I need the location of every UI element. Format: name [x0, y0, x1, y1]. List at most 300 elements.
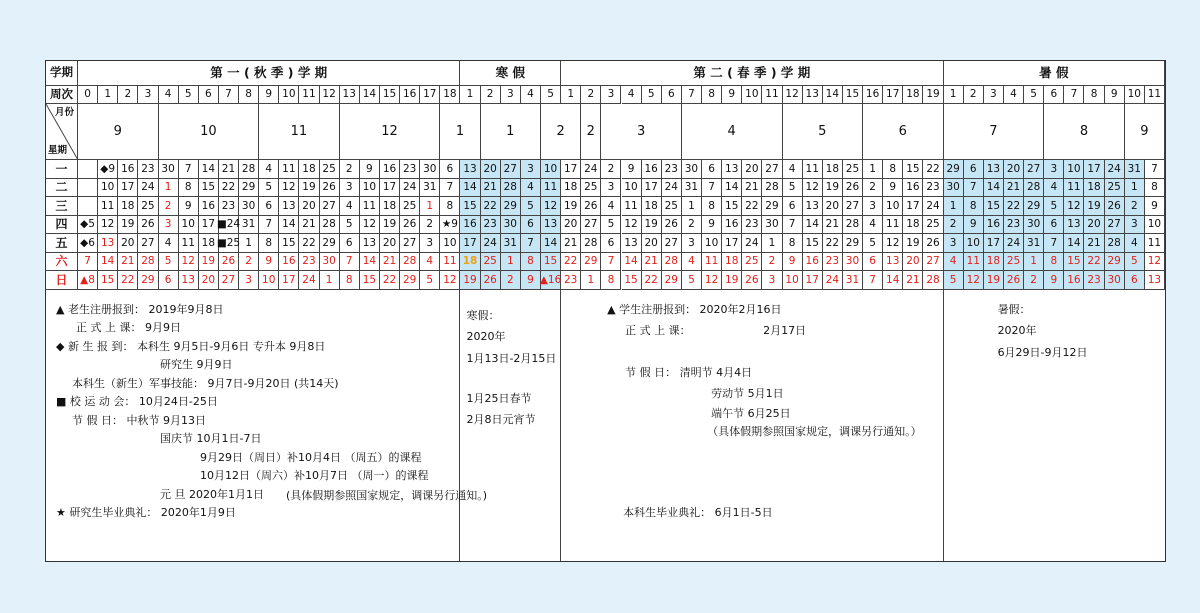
day-cell: 3 — [682, 234, 702, 253]
day-cell: 20 — [742, 160, 762, 179]
day-cell: 13 — [622, 234, 642, 253]
day-cell: 30 — [501, 216, 521, 235]
day-cell: ■25 — [219, 234, 239, 253]
day-cell: 23 — [823, 253, 843, 272]
day-cell: 14 — [622, 253, 642, 272]
week-number: 1 — [98, 86, 118, 104]
day-cell: 5 — [420, 271, 440, 290]
day-cell: 24 — [1004, 234, 1024, 253]
weekday-label: 六 — [46, 253, 78, 272]
day-cell: 5 — [340, 216, 360, 235]
week-number: 8 — [239, 86, 259, 104]
note-new-year: 元 旦 2020年1月1日 — [160, 487, 264, 501]
corner-diagonal — [46, 104, 78, 160]
day-cell: 11 — [440, 253, 460, 272]
winter-break-header: 寒 假 — [460, 61, 561, 86]
day-cell: 26 — [742, 271, 762, 290]
day-cell: 21 — [118, 253, 138, 272]
day-cell: 10 — [179, 216, 199, 235]
week-number: 12 — [320, 86, 340, 104]
day-cell: 9 — [360, 160, 380, 179]
day-cell: 27 — [923, 253, 943, 272]
day-cell: 20 — [299, 197, 319, 216]
day-cell — [78, 197, 98, 216]
day-cell: 28 — [400, 253, 420, 272]
day-cell: 30 — [239, 197, 259, 216]
day-cell: 6 — [1044, 216, 1064, 235]
day-cell: 10 — [883, 197, 903, 216]
month-label: 8 — [1044, 104, 1125, 160]
day-cell: 1 — [1024, 253, 1044, 272]
day-cell: 19 — [118, 216, 138, 235]
day-cell: 24 — [481, 234, 501, 253]
day-cell: 3 — [944, 234, 964, 253]
day-cell: 14 — [1064, 234, 1084, 253]
week-number: 10 — [1125, 86, 1145, 104]
day-cell: 29 — [1024, 197, 1044, 216]
note-makeup-1: 9月29日（周日）补10月4日 （周五）的课程 — [200, 450, 422, 464]
day-cell: 3 — [1044, 160, 1064, 179]
day-cell: 17 — [642, 179, 662, 198]
day-cell: 10 — [783, 271, 803, 290]
day-cell: 26 — [138, 216, 158, 235]
day-cell: 5 — [601, 216, 621, 235]
week-number: 16 — [863, 86, 883, 104]
day-cell: 7 — [601, 253, 621, 272]
day-cell: 16 — [460, 216, 480, 235]
day-cell: 28 — [762, 179, 782, 198]
day-cell: 31 — [682, 179, 702, 198]
day-cell: 4 — [682, 253, 702, 272]
day-cell: 3 — [239, 271, 259, 290]
day-cell: 24 — [823, 271, 843, 290]
day-cell: 13 — [541, 216, 561, 235]
day-cell: 8 — [783, 234, 803, 253]
note-summer-year: 2020年 — [997, 324, 1037, 337]
day-cell: 17 — [279, 271, 299, 290]
day-cell: 14 — [279, 216, 299, 235]
note-summer-range: 6月29日-9月12日 — [997, 345, 1088, 359]
day-cell: 16 — [903, 179, 923, 198]
note-summer-title: 暑假： — [997, 302, 1031, 316]
day-cell: 2 — [601, 160, 621, 179]
month-label: 6 — [863, 104, 944, 160]
month-label: 2 — [541, 104, 581, 160]
week-number: 9 — [259, 86, 279, 104]
note-spring-classes-date: 2月17日 — [763, 324, 807, 337]
day-cell: 19 — [199, 253, 219, 272]
week-number: 4 — [159, 86, 179, 104]
week-number: 6 — [199, 86, 219, 104]
day-cell: 17 — [722, 234, 742, 253]
day-cell: 17 — [460, 234, 480, 253]
day-cell: ▲16 — [541, 271, 561, 290]
day-cell: 14 — [460, 179, 480, 198]
day-cell: 18 — [722, 253, 742, 272]
note-spring-holidays: 节 假 日： 清明节 4月4日 — [625, 366, 753, 379]
day-cell: 5 — [863, 234, 883, 253]
day-cell: 19 — [299, 179, 319, 198]
day-cell: 18 — [903, 216, 923, 235]
day-cell: 20 — [903, 253, 923, 272]
week-number: 14 — [823, 86, 843, 104]
week-number: 15 — [843, 86, 863, 104]
month-label: 11 — [259, 104, 340, 160]
day-cell: 15 — [622, 271, 642, 290]
day-cell: 3 — [159, 216, 179, 235]
day-cell: 4 — [1044, 179, 1064, 198]
day-cell: 22 — [742, 197, 762, 216]
day-cell: 1 — [682, 197, 702, 216]
day-cell: ★9 — [440, 216, 460, 235]
day-cell: 15 — [279, 234, 299, 253]
day-cell: 15 — [98, 271, 118, 290]
day-cell: 6 — [259, 197, 279, 216]
day-cell: 28 — [662, 253, 682, 272]
week-number: 4 — [622, 86, 642, 104]
day-cell: 29 — [843, 234, 863, 253]
week-number: 3 — [984, 86, 1004, 104]
day-cell: 29 — [501, 197, 521, 216]
week-number: 10 — [279, 86, 299, 104]
day-cell: 12 — [803, 179, 823, 198]
day-cell: 23 — [400, 160, 420, 179]
note-dragon-boat: 端午节 6月25日 — [711, 407, 791, 420]
day-cell: 18 — [299, 160, 319, 179]
day-cell: 4 — [521, 179, 541, 198]
note-labor-day: 劳动节 5月1日 — [711, 386, 784, 400]
day-cell: 6 — [440, 160, 460, 179]
month-label: 7 — [944, 104, 1045, 160]
day-cell: 18 — [642, 197, 662, 216]
day-cell: 26 — [481, 271, 501, 290]
day-cell: 28 — [239, 160, 259, 179]
day-cell: 14 — [803, 216, 823, 235]
day-cell: 29 — [400, 271, 420, 290]
day-cell: 11 — [179, 234, 199, 253]
day-cell: 19 — [984, 271, 1004, 290]
weekday-corner-label: 星期 — [48, 144, 68, 156]
day-cell: 27 — [662, 234, 682, 253]
week-number: 17 — [420, 86, 440, 104]
month-label: 9 — [1125, 104, 1165, 160]
day-cell: 26 — [1105, 197, 1125, 216]
day-cell: 23 — [662, 160, 682, 179]
day-cell: 2 — [340, 160, 360, 179]
week-number: 4 — [1004, 86, 1024, 104]
day-cell: 13 — [179, 271, 199, 290]
day-cell: 2 — [762, 253, 782, 272]
month-label: 12 — [340, 104, 441, 160]
day-cell: 29 — [762, 197, 782, 216]
day-cell: 11 — [1145, 234, 1165, 253]
day-cell: 25 — [923, 216, 943, 235]
day-cell: 31 — [1024, 234, 1044, 253]
note-classes-start: 正 式 上 课： 9月9日 — [76, 321, 181, 334]
day-cell: 12 — [541, 197, 561, 216]
day-cell: 24 — [581, 160, 601, 179]
week-number: 9 — [722, 86, 742, 104]
weekday-label: 二 — [46, 179, 78, 198]
term1-header: 第 一 ( 秋 季 ) 学 期 — [78, 61, 460, 86]
day-cell: 12 — [179, 253, 199, 272]
day-cell: 11 — [98, 197, 118, 216]
day-cell: 23 — [1004, 216, 1024, 235]
day-cell: 23 — [138, 160, 158, 179]
day-cell: 18 — [984, 253, 1004, 272]
day-cell: 5 — [259, 179, 279, 198]
day-cell: 15 — [199, 179, 219, 198]
week-number: 11 — [762, 86, 782, 104]
day-cell: 21 — [380, 253, 400, 272]
month-label: 4 — [682, 104, 783, 160]
day-cell: 5 — [159, 253, 179, 272]
day-cell: 28 — [843, 216, 863, 235]
month-label: 9 — [78, 104, 159, 160]
day-cell: 9 — [622, 160, 642, 179]
day-cell: 17 — [903, 197, 923, 216]
note-term2-disclaimer: （具体假期参照国家规定，调课另行通知。） — [707, 424, 922, 438]
day-cell: 1 — [159, 179, 179, 198]
day-cell: 10 — [541, 160, 561, 179]
day-cell: 22 — [219, 179, 239, 198]
day-cell: 3 — [601, 179, 621, 198]
day-cell: 13 — [1145, 271, 1165, 290]
day-cell: 12 — [440, 271, 460, 290]
day-cell: 5 — [682, 271, 702, 290]
week-number: 2 — [581, 86, 601, 104]
month-label: 2 — [581, 104, 601, 160]
day-cell: 19 — [903, 234, 923, 253]
day-cell: 30 — [1024, 216, 1044, 235]
day-cell: ◆9 — [98, 160, 118, 179]
day-cell: 6 — [1125, 271, 1145, 290]
day-cell: 2 — [682, 216, 702, 235]
day-cell: 11 — [622, 197, 642, 216]
day-cell: 4 — [259, 160, 279, 179]
day-cell: 9 — [259, 253, 279, 272]
day-cell: 18 — [380, 197, 400, 216]
day-cell: 30 — [1105, 271, 1125, 290]
day-cell: 22 — [561, 253, 581, 272]
day-cell: 10 — [964, 234, 984, 253]
day-cell: 25 — [742, 253, 762, 272]
week-number: 15 — [380, 86, 400, 104]
day-cell: 19 — [642, 216, 662, 235]
day-cell: 27 — [320, 197, 340, 216]
day-cell: 5 — [1125, 253, 1145, 272]
week-row-label: 周次 — [46, 86, 78, 104]
day-cell: 19 — [460, 271, 480, 290]
day-cell: 11 — [360, 197, 380, 216]
day-cell: 16 — [642, 160, 662, 179]
day-cell: 11 — [1064, 179, 1084, 198]
day-cell: 10 — [440, 234, 460, 253]
day-cell: 17 — [984, 234, 1004, 253]
day-cell: 18 — [1084, 179, 1104, 198]
day-cell: 11 — [803, 160, 823, 179]
day-cell: 30 — [762, 216, 782, 235]
day-cell: 10 — [1064, 160, 1084, 179]
note-commencement: 本科生毕业典礼： 6月1日-5日 — [623, 506, 773, 519]
note-graduate-registration: 研究生 9月9日 — [160, 358, 233, 371]
day-cell: 2 — [420, 216, 440, 235]
day-cell: 4 — [863, 216, 883, 235]
day-cell: 26 — [662, 216, 682, 235]
day-cell: 3 — [420, 234, 440, 253]
term2-header: 第 二 ( 春 季 ) 学 期 — [561, 61, 943, 86]
day-cell: 13 — [722, 160, 742, 179]
week-number: 7 — [219, 86, 239, 104]
day-cell: 12 — [360, 216, 380, 235]
day-cell: 24 — [138, 179, 158, 198]
day-cell: 22 — [299, 234, 319, 253]
day-cell: 27 — [843, 197, 863, 216]
day-cell: 27 — [501, 160, 521, 179]
day-cell: 7 — [78, 253, 98, 272]
day-cell: 21 — [1004, 179, 1024, 198]
day-cell: 30 — [944, 179, 964, 198]
day-cell: 9 — [783, 253, 803, 272]
week-number: 7 — [1064, 86, 1084, 104]
week-number: 7 — [682, 86, 702, 104]
week-number: 17 — [883, 86, 903, 104]
day-cell: 12 — [98, 216, 118, 235]
day-cell: 29 — [662, 271, 682, 290]
week-number: 1 — [944, 86, 964, 104]
day-cell: 20 — [642, 234, 662, 253]
day-cell: 8 — [883, 160, 903, 179]
section-divider — [560, 290, 561, 562]
day-cell: ◆5 — [78, 216, 98, 235]
day-cell: 28 — [320, 216, 340, 235]
day-cell: 23 — [742, 216, 762, 235]
day-cell: 15 — [984, 197, 1004, 216]
week-number: 16 — [400, 86, 420, 104]
note-holidays: 节 假 日： 中秋节 9月13日 — [72, 413, 206, 427]
day-cell: 8 — [964, 197, 984, 216]
day-cell: 7 — [783, 216, 803, 235]
day-cell: 20 — [118, 234, 138, 253]
day-cell: 17 — [199, 216, 219, 235]
day-cell: 12 — [883, 234, 903, 253]
day-cell: 29 — [320, 234, 340, 253]
month-corner-label: 月份 — [54, 107, 74, 118]
day-cell: 14 — [360, 253, 380, 272]
day-cell: 15 — [903, 160, 923, 179]
day-cell: 6 — [601, 234, 621, 253]
day-cell: 1 — [1125, 179, 1145, 198]
day-cell: 3 — [521, 160, 541, 179]
week-number: 8 — [702, 86, 722, 104]
day-cell: 18 — [199, 234, 219, 253]
day-cell: 14 — [541, 234, 561, 253]
day-cell: 28 — [138, 253, 158, 272]
day-cell: 8 — [340, 271, 360, 290]
day-cell: 21 — [642, 253, 662, 272]
note-spring-festival: 1月25日春节 — [466, 391, 532, 405]
month-label: 1 — [440, 104, 480, 160]
day-cell: 31 — [501, 234, 521, 253]
day-cell: 22 — [380, 271, 400, 290]
day-cell: 3 — [863, 197, 883, 216]
day-cell: 28 — [1024, 179, 1044, 198]
day-cell: 9 — [964, 216, 984, 235]
day-cell: 3 — [762, 271, 782, 290]
day-cell: 1 — [501, 253, 521, 272]
day-cell: 2 — [239, 253, 259, 272]
month-weekday-corner — [46, 104, 78, 160]
term-row-label: 学期 — [46, 61, 78, 86]
day-cell: 18 — [118, 197, 138, 216]
day-cell: 8 — [259, 234, 279, 253]
note-spring-classes-start: 正 式 上 课： — [625, 324, 691, 337]
day-cell: 22 — [118, 271, 138, 290]
day-cell: 15 — [803, 234, 823, 253]
day-cell: 6 — [964, 160, 984, 179]
day-cell: 3 — [1125, 216, 1145, 235]
day-cell: 16 — [984, 216, 1004, 235]
day-cell: 13 — [98, 234, 118, 253]
day-cell: 19 — [380, 216, 400, 235]
day-cell: 1 — [762, 234, 782, 253]
day-cell: 30 — [843, 253, 863, 272]
day-cell: 7 — [1145, 160, 1165, 179]
day-cell: 12 — [1145, 253, 1165, 272]
week-number: 3 — [501, 86, 521, 104]
day-cell: 26 — [923, 234, 943, 253]
day-cell: 4 — [340, 197, 360, 216]
day-cell: 18 — [561, 179, 581, 198]
day-cell: 22 — [823, 234, 843, 253]
day-cell: 10 — [259, 271, 279, 290]
day-cell: 25 — [1004, 253, 1024, 272]
day-cell: 16 — [380, 160, 400, 179]
day-cell — [78, 160, 98, 179]
day-cell: 14 — [199, 160, 219, 179]
day-cell: 21 — [1084, 234, 1104, 253]
day-cell: 25 — [662, 197, 682, 216]
day-cell: 8 — [1044, 253, 1064, 272]
month-label: 10 — [159, 104, 260, 160]
week-number: 13 — [803, 86, 823, 104]
day-cell: 8 — [702, 197, 722, 216]
day-cell: 2 — [501, 271, 521, 290]
day-cell: 11 — [883, 216, 903, 235]
day-cell: 27 — [1024, 160, 1044, 179]
week-number: 2 — [118, 86, 138, 104]
day-cell: 7 — [702, 179, 722, 198]
week-number: 11 — [299, 86, 319, 104]
day-cell: 21 — [481, 179, 501, 198]
day-cell: 10 — [702, 234, 722, 253]
day-cell: 27 — [400, 234, 420, 253]
day-cell: 19 — [561, 197, 581, 216]
day-cell: 4 — [783, 160, 803, 179]
day-cell: 25 — [320, 160, 340, 179]
day-cell: 31 — [239, 216, 259, 235]
day-cell: 20 — [481, 160, 501, 179]
day-cell: 20 — [1004, 160, 1024, 179]
day-cell: 20 — [561, 216, 581, 235]
day-cell: 4 — [1125, 234, 1145, 253]
day-cell: 13 — [984, 160, 1004, 179]
day-cell: 16 — [199, 197, 219, 216]
day-cell: 20 — [199, 271, 219, 290]
day-cell: 18 — [460, 253, 480, 272]
week-number: 3 — [601, 86, 621, 104]
day-cell: ◆6 — [78, 234, 98, 253]
